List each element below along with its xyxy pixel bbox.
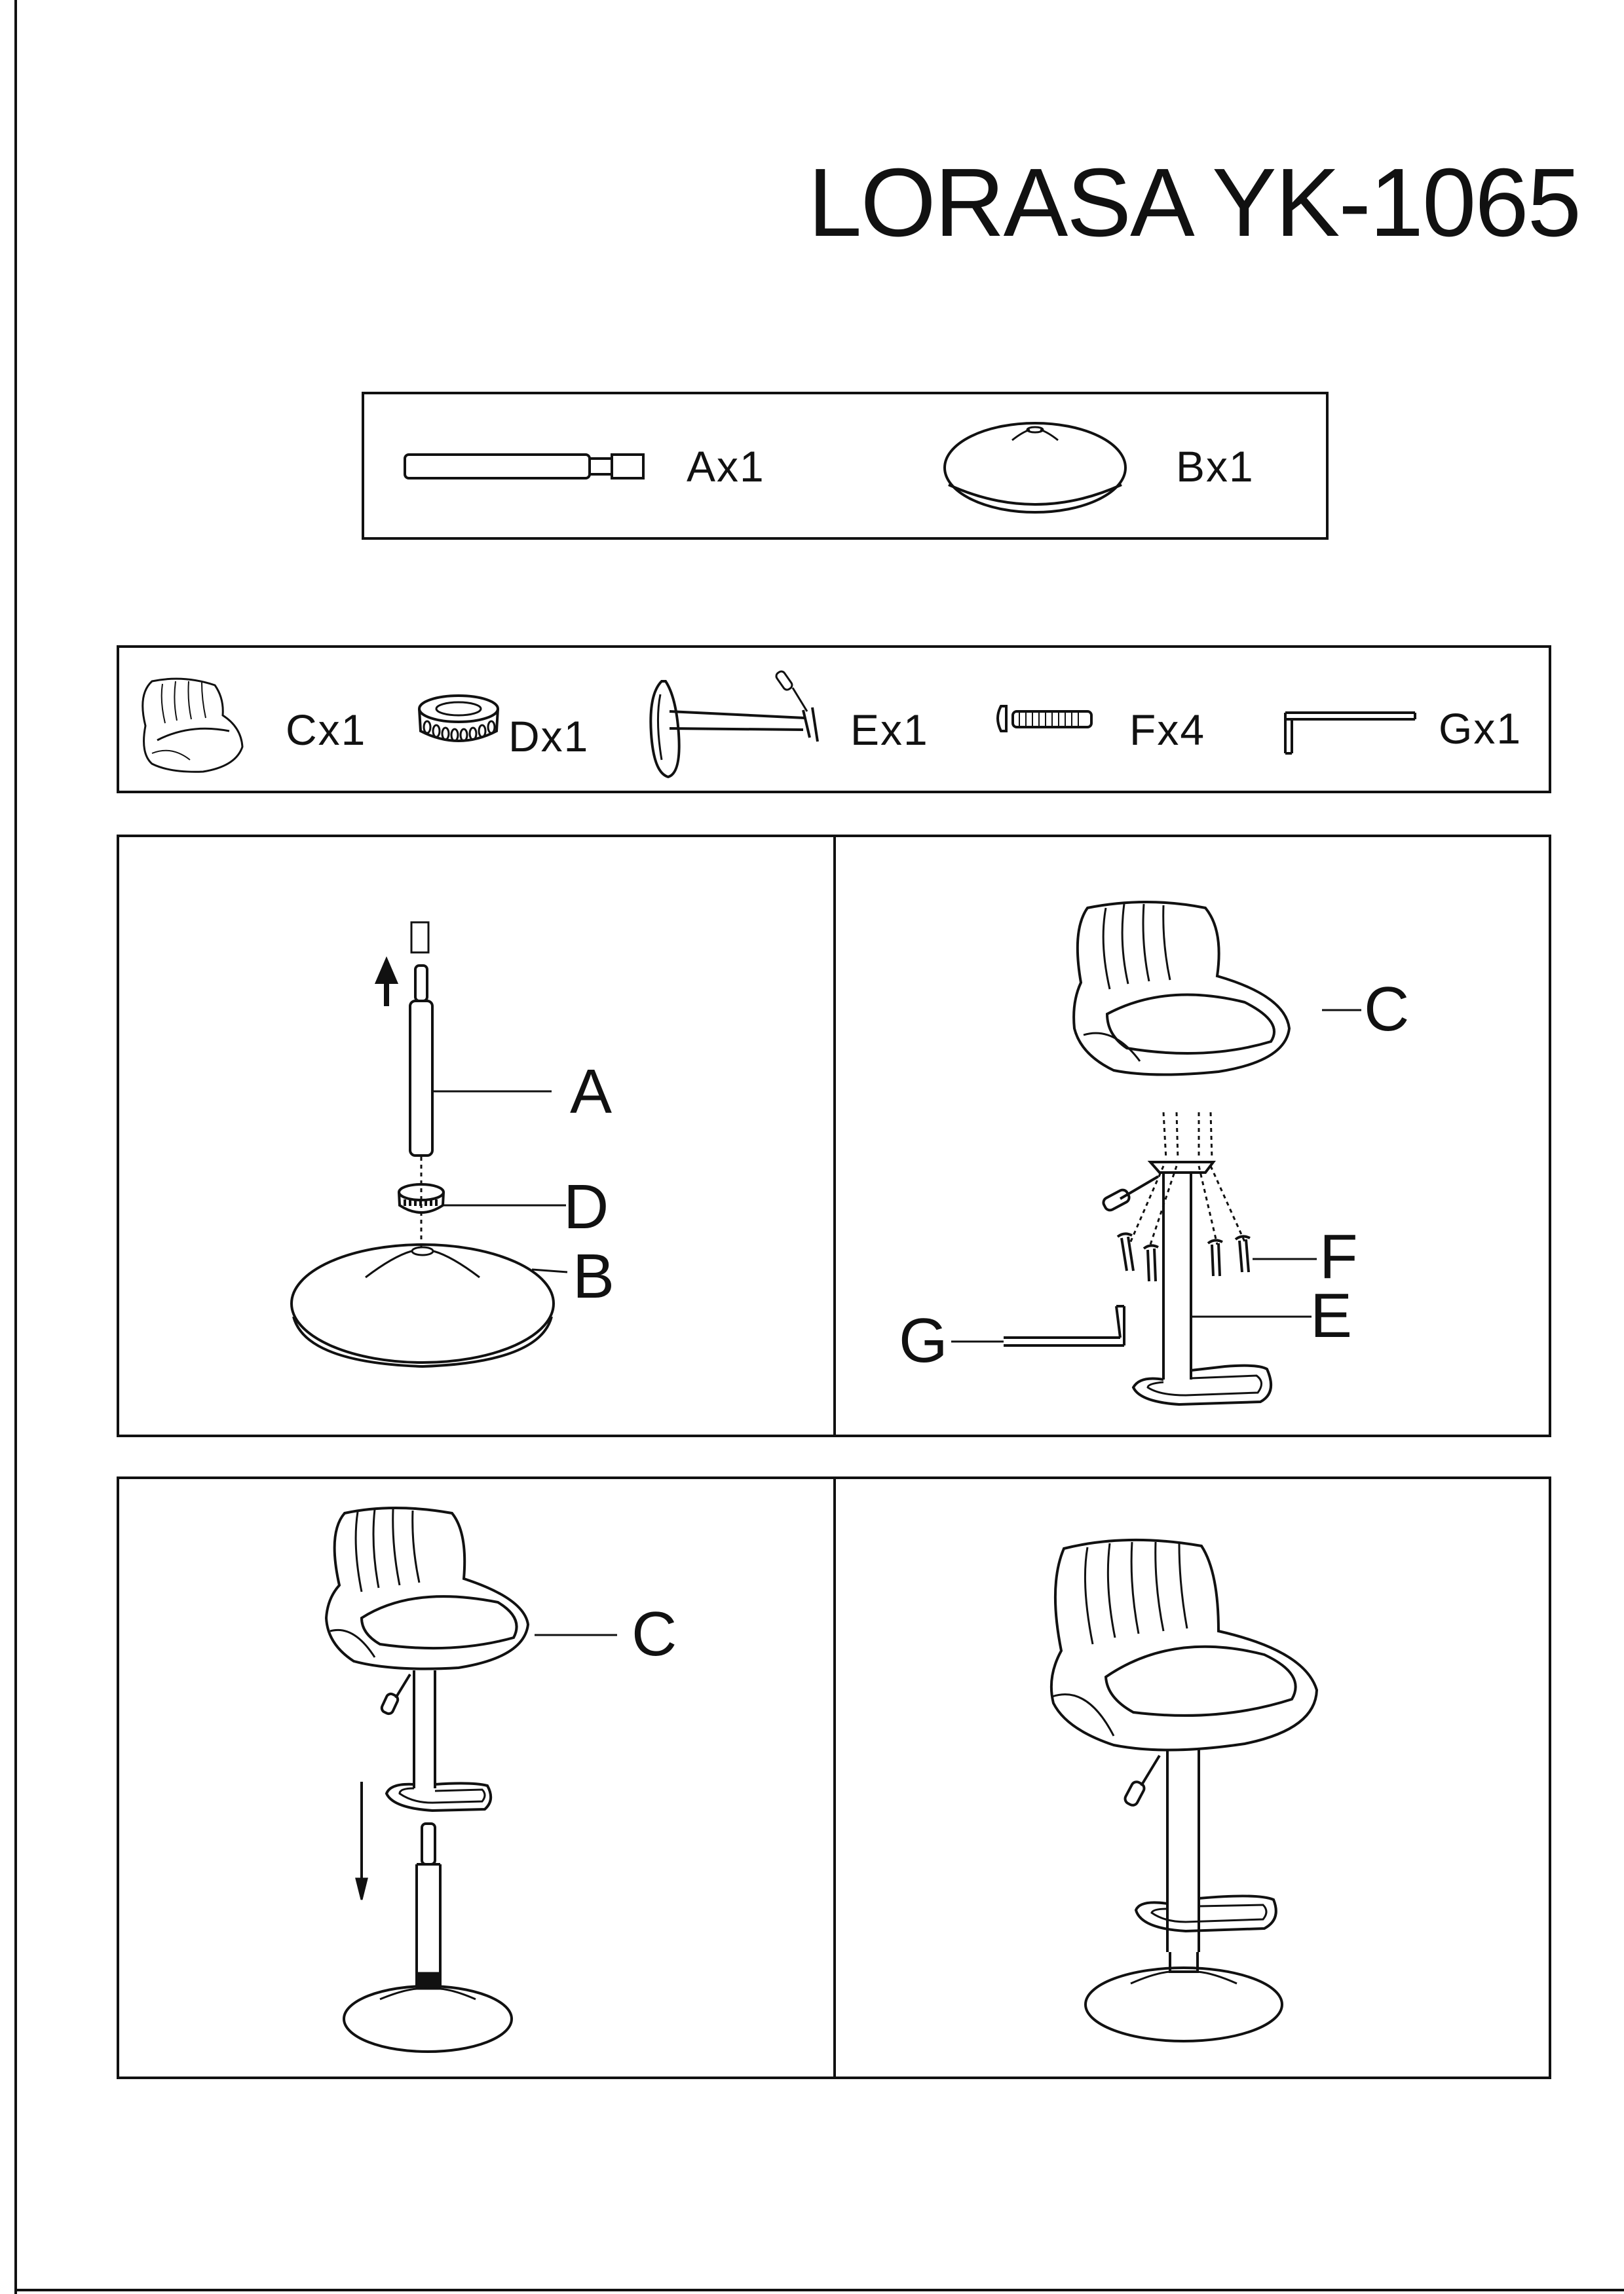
- part-g-label: Gx1: [1439, 704, 1522, 753]
- step2-callout-f: F: [1319, 1222, 1358, 1292]
- part-f-label: Fx4: [1129, 705, 1206, 754]
- part-a-label: Ax1: [687, 442, 765, 491]
- step2-callout-c: C: [1364, 974, 1410, 1044]
- step3-callout-c: C: [632, 1599, 677, 1669]
- step1-callout-a: A: [570, 1057, 613, 1127]
- part-b-label: Bx1: [1176, 442, 1255, 491]
- step1-callout-d: D: [563, 1172, 609, 1242]
- part-e-label: Ex1: [850, 705, 929, 754]
- step2-callout-g: G: [899, 1306, 948, 1376]
- step2-callout-e: E: [1310, 1281, 1353, 1351]
- part-d-label: Dx1: [508, 712, 590, 761]
- step1-callout-b: B: [573, 1241, 615, 1311]
- part-c-label: Cx1: [286, 705, 367, 754]
- product-title: LORASA YK-1065: [808, 149, 1580, 257]
